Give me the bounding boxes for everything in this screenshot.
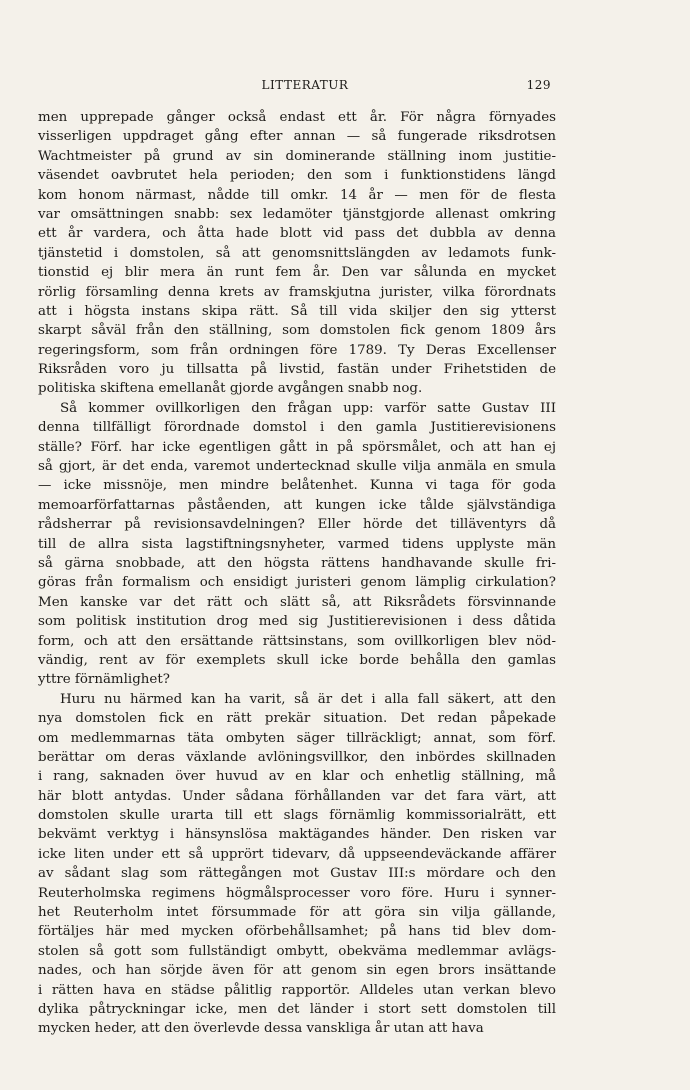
text-line: stolen så gott som fullständigt ombytt, obekväma medlemmar avlägs- [38,943,556,959]
text-line: domstolen skulle urarta till ett slags förnämlig kommissorialrätt, ett [38,808,556,824]
text-line: Riksråden voro ju tillsatta på livstid, fastän under Frihetstiden de [38,362,556,378]
text-line: göras från formalism och ensidigt juristeri genom lämplig cirkulation? [38,575,556,591]
text-line: Så kommer ovillkorligen den frågan upp: varför satte Gustav III [60,400,556,416]
text-line: i rätten hava en städse pålitlig rapportör. Alldeles utan verkan blevo [38,982,556,998]
text-line: förtäljes här med mycken oförbehållsamhet; på hans tid blev dom- [38,924,556,940]
text-line: här blott antydas. Under sådana förhållanden var det fara värt, att [38,788,556,804]
text-line: dylika påtryckningar icke, men det länder i stort sett domstolen till [38,1001,556,1017]
text-line: denna tillfälligt förordnade domstol i den gamla Justitierevisionens [38,420,556,436]
text-line: memoarförfattarnas påståenden, att kungen icke tålde självständiga [38,497,556,513]
text-line: av sådant slag som rättegången mot Gustav III:s mördare och den [38,866,556,882]
text-line: visserligen uppdraget gång efter annan — så fungerade riksdrotsen [38,129,556,145]
body-text [38,108,556,1039]
page-number: 129 [526,78,551,92]
text-line: vändig, rent av för exemplets skull icke borde behålla den gamlas [38,652,556,668]
text-line: het Reuterholm intet försummade för att göra sin vilja gällande, [38,905,556,921]
text-line: tjänstetid i domstolen, så att genomsnittslängden av ledamots funk- [38,245,556,261]
text-line: var omsättningen snabb: sex ledamöter tjänstgjorde allenast omkring [38,206,556,222]
running-title: LITTERATUR [261,78,349,92]
text-line: rörlig församling denna krets av framskjutna jurister, vilka förordnats [38,284,556,300]
text-line: ställe? Förf. har icke egentligen gått in på spörsmålet, och att han ej [38,439,556,455]
text-line: form, och att den ersättande rättsinstans, som ovillkorligen blev nöd- [38,633,556,649]
text-line: Wachtmeister på grund av sin dominerande ställning inom justitie- [38,148,556,164]
running-head [0,78,690,98]
text-line: politiska skiftena emellanåt gjorde avgången snabb nog. [38,381,423,397]
text-line: skarpt såväl från den ställning, som domstolen fick genom 1809 års [38,323,556,339]
text-line: Men kanske var det rätt och slätt så, att Riksrådets försvinnande [38,594,556,610]
text-line: i rang, saknaden över huvud av en klar och enhetlig ställning, må [38,769,556,785]
text-line: men upprepade gånger också endast ett år. För några förnyades [38,110,556,125]
text-line: som politisk institution drog med sig Justitierevisionen i dess dåtida [38,614,556,630]
text-line: om medlemmarnas täta ombyten säger tillräckligt; annat, som förf. [38,730,556,746]
text-line: regeringsform, som från ordningen före 1789. Ty Deras Excellenser [38,342,556,358]
text-line: så gärna snobbade, att den högsta rättens handhavande skulle fri- [38,555,556,571]
text-line: nya domstolen fick en rätt prekär situation. Det redan påpekade [38,711,556,727]
text-line: tionstid ej blir mera än runt fem år. Den var sålunda en mycket [38,265,556,281]
text-line: Huru nu härmed kan ha varit, så är det i alla fall säkert, att den [60,691,556,707]
text-line: så gjort, är det enda, varemot undertecknad skulle vilja anmäla en smula [38,459,556,475]
text-line: väsendet oavbrutet hela perioden; den som i funktionstidens längd [38,168,556,184]
text-line: till de allra sista lagstiftningsnyheter, varmed tidens upplyste män [38,536,556,552]
text-line: Reuterholmska regimens högmålsprocesser voro före. Huru i synner- [38,885,556,901]
text-line: — icke missnöje, men mindre belåtenhet. Kunna vi taga för goda [38,478,556,494]
text-line: nades, och han sörjde även för att genom sin egen brors insättande [38,963,556,979]
text-line: rådsherrar på revisionsavdelningen? Eller hörde det tilläventyrs då [38,517,556,533]
text-line: mycken heder, att den överlevde dessa vanskliga år utan att hava [38,1021,484,1037]
text-line: kom honom närmast, nådde till omkr. 14 år — men för de flesta [38,187,556,203]
text-line: att i högsta instans skipa rätt. Så till vida skiljer den sig ytterst [38,303,556,319]
text-line: berättar om deras växlande avlöningsvillkor, den inbördes skillnaden [38,749,556,765]
text-line: yttre förnämlighet? [38,672,170,688]
text-line: bekvämt verktyg i hänsynslösa maktägandes händer. Den risken var [38,827,556,843]
text-line: ett år vardera, och åtta hade blott vid pass det dubbla av denna [38,226,556,242]
text-line: icke liten under ett så upprört tidevarv, då uppseendeväckande affärer [38,846,556,862]
